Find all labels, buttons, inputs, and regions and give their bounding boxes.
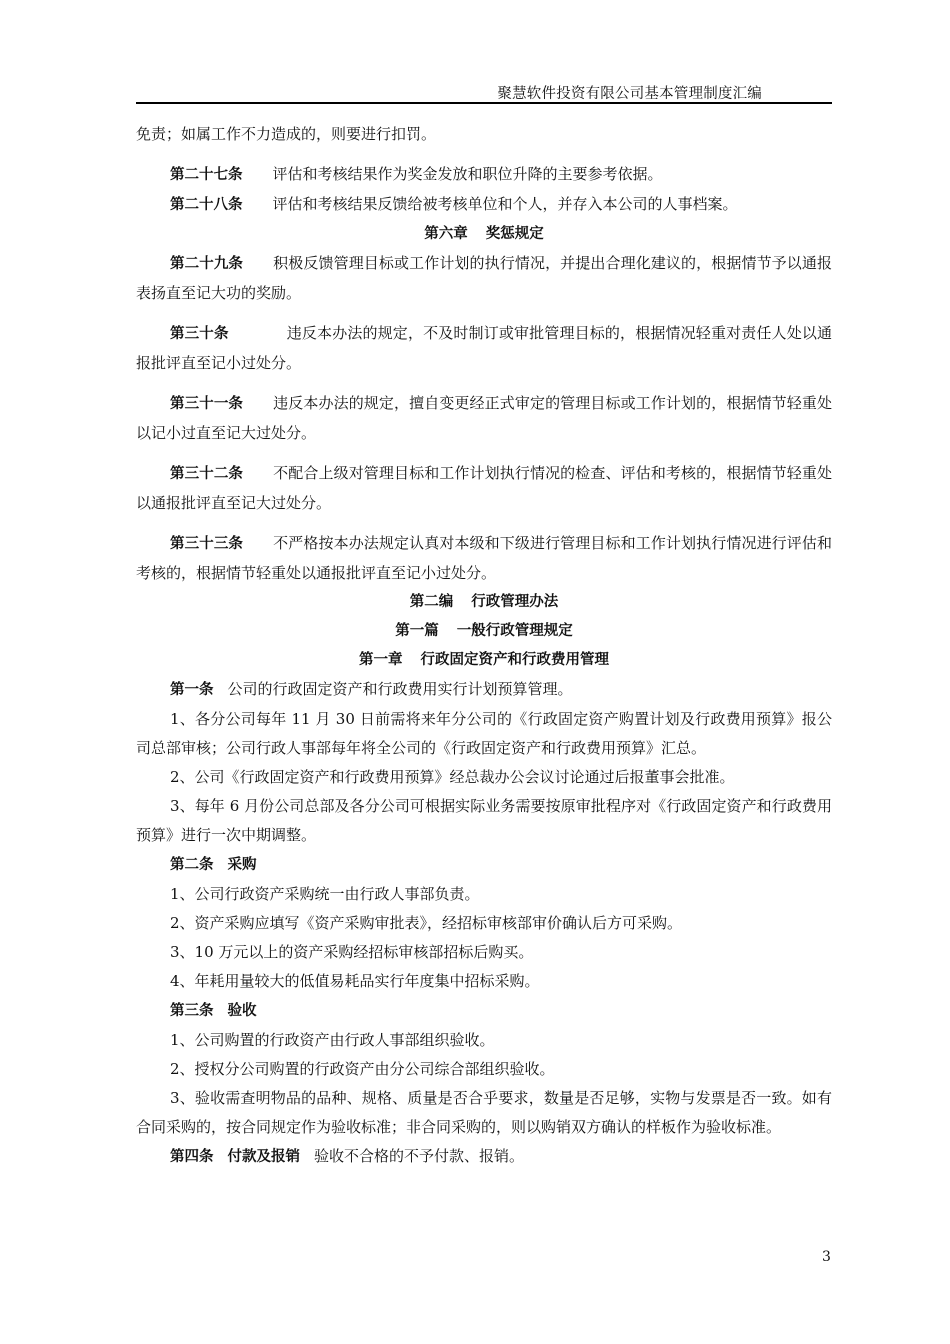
article-number: 第二十九条	[170, 256, 244, 272]
article-4	[136, 1142, 832, 1172]
page-content	[136, 120, 832, 1172]
list-item: 2、授权分公司购置的行政资产由分公司综合部组织验收。	[170, 1060, 555, 1078]
article-30	[136, 319, 832, 378]
chapter-6-title: 第六章 奖惩规定	[424, 226, 544, 242]
article-2	[136, 850, 832, 880]
list-item: 1、公司购置的行政资产由行政人事部组织验收。	[170, 1031, 495, 1049]
article-number: 第二十八条	[170, 197, 243, 213]
article-title: 付款及报销	[227, 1149, 300, 1165]
article-number: 第三条	[170, 1003, 214, 1019]
article-text: 评估和考核结果作为奖金发放和职位升降的主要参考依据。	[272, 165, 663, 183]
article-title: 采购	[227, 857, 257, 873]
page-header	[136, 78, 832, 104]
part-2-title: 第二编 行政管理办法	[409, 594, 559, 610]
list-item: 1、公司行政资产采购统一由行政人事部负责。	[170, 885, 480, 903]
continuation-paragraph: 免责；如属工作不力造成的，则要进行扣罚。	[136, 125, 437, 143]
article-number: 第三十条	[170, 326, 229, 342]
article-text: 不严格按本办法规定认真对本级和下级进行管理目标和工作计划执行情况进行评估和考核的，根据情节轻重处以通报批评直至记小过处分。	[136, 534, 833, 582]
page-number: 3	[822, 1249, 831, 1265]
header-title: 聚慧软件投资有限公司基本管理制度汇编	[497, 86, 762, 102]
list-item: 2、资产采购应填写《资产采购审批表》，经招标审核部审价确认后方可采购。	[170, 914, 683, 932]
article-29	[136, 249, 832, 308]
list-item: 1、各分公司每年 11 月 30 日前需将来年分公司的《行政固定资产购置计划及行政费用预算》报公司总部审核；公司行政人事部每年将全公司的《行政固定资产和行政费用预算》汇总。	[136, 710, 832, 757]
article-text: 违反本办法的规定，不及时制订或审批管理目标的，根据情况轻重对责任人处以通报批评直至记小过处分。	[136, 324, 832, 372]
article-27	[136, 160, 832, 190]
article-text: 验收不合格的不予付款、报销。	[314, 1147, 525, 1165]
article-number: 第二条	[170, 857, 214, 873]
article-text: 违反本办法的规定，擅自变更经正式审定的管理目标或工作计划的，根据情节轻重处以记小过直至记大过处分。	[136, 394, 833, 442]
article-number: 第四条	[170, 1149, 214, 1165]
article-number: 第三十一条	[170, 396, 244, 412]
article-number: 第三十三条	[170, 536, 244, 552]
list-item: 3、每年 6 月份公司总部及各分公司可根据实际业务需要按原审批程序对《行政固定资产和行政费用预算》进行一次中期调整。	[136, 797, 832, 844]
article-31	[136, 389, 832, 448]
list-item: 2、公司《行政固定资产和行政费用预算》经总裁办公会议讨论通过后报董事会批准。	[170, 768, 735, 786]
article-title: 验收	[227, 1003, 257, 1019]
article-32	[136, 459, 832, 518]
article-number: 第一条	[170, 682, 214, 698]
article-28	[136, 190, 832, 220]
article-1	[136, 675, 832, 705]
article-text: 公司的行政固定资产和行政费用实行计划预算管理。	[227, 680, 573, 698]
article-33	[136, 529, 832, 588]
list-item: 3、验收需查明物品的品种、规格、质量是否合乎要求，数量是否足够，实物与发票是否一致。如有合同采购的，按合同规定作为验收标准；非合同采购的，则以购销双方确认的样板作为验收标准。	[136, 1089, 832, 1136]
article-text: 不配合上级对管理目标和工作计划执行情况的检查、评估和考核的，根据情节轻重处以通报批评直至记大过处分。	[136, 464, 833, 512]
article-3	[136, 996, 832, 1026]
article-number: 第三十二条	[170, 466, 244, 482]
article-text: 评估和考核结果反馈给被考核单位和个人，并存入本公司的人事档案。	[272, 195, 738, 213]
list-item: 3、10 万元以上的资产采购经招标审核部招标后购买。	[170, 943, 534, 961]
list-item: 4、年耗用量较大的低值易耗品实行年度集中招标采购。	[170, 972, 540, 990]
article-text: 积极反馈管理目标或工作计划的执行情况，并提出合理化建议的，根据情节予以通报表扬直至记大功的奖励。	[136, 254, 833, 302]
article-number: 第二十七条	[170, 167, 243, 183]
chapter-1-title: 第一章 行政固定资产和行政费用管理	[359, 652, 609, 668]
section-1-title: 第一篇 一般行政管理规定	[395, 623, 573, 639]
